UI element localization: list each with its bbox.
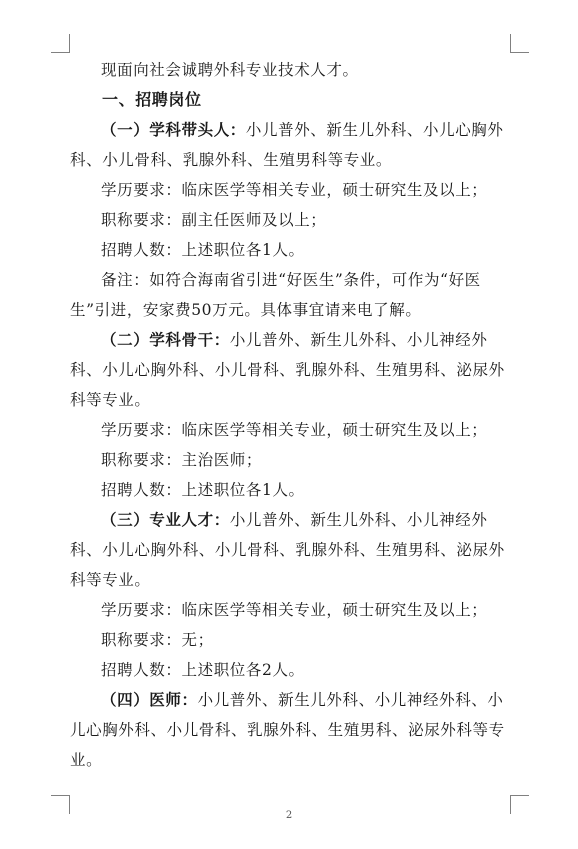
post-1-paragraph (70, 115, 510, 175)
post-3-title: （三）专业人才： (101, 510, 230, 529)
document-body (70, 55, 510, 775)
post-3-count: 招聘人数：上述职位各2人。 (101, 661, 305, 679)
post-2-education: 学历要求：临床医学等相关专业，硕士研究生及以上； (101, 421, 488, 439)
post-1-title: （一）学科带头人： (101, 120, 246, 139)
post-1-count: 招聘人数：上述职位各1人。 (101, 241, 305, 259)
section-heading: 一、招聘岗位 (102, 90, 202, 109)
post-4-specialties: 小儿普外、新生儿外科、小儿神经外科、小儿心胸外科、小儿骨科、乳腺外科、生殖男科、泌尿外科等专业。 (70, 691, 505, 769)
crop-mark-top-left (51, 34, 70, 53)
post-1-education: 学历要求：临床医学等相关专业，硕士研究生及以上； (101, 181, 488, 199)
post-2-specialties: 小儿普外、新生儿外科、小儿神经外科、小儿心胸外科、小儿骨科、乳腺外科、生殖男科、泌尿外科等专业。 (70, 331, 505, 409)
post-2-title: （二）学科骨干： (101, 330, 230, 349)
post-1-rank: 职称要求：副主任医师及以上； (101, 211, 327, 229)
post-4-paragraph (70, 685, 510, 775)
post-2-count: 招聘人数：上述职位各1人。 (101, 481, 305, 499)
post-2-paragraph (70, 325, 510, 415)
post-3-specialties: 小儿普外、新生儿外科、小儿神经外科、小儿心胸外科、小儿骨科、乳腺外科、生殖男科、泌尿外科等专业。 (70, 511, 505, 589)
post-1-specialties: 小儿普外、新生儿外科、小儿心胸外科、小儿骨科、乳腺外科、生殖男科等专业。 (70, 121, 504, 169)
crop-mark-top-right (510, 34, 529, 53)
page-number: 2 (285, 810, 293, 821)
post-2-rank: 职称要求：主治医师； (101, 451, 263, 469)
post-3-paragraph (70, 505, 510, 595)
post-3-education: 学历要求：临床医学等相关专业，硕士研究生及以上； (101, 601, 488, 619)
post-3-rank: 职称要求：无； (101, 631, 214, 649)
intro-paragraph: 现面向社会诚聘外科专业技术人才。 (101, 61, 359, 79)
post-1-note: 备注：如符合海南省引进“好医生”条件，可作为“好医生”引进，安家费50万元。具体事宜请来电了解。 (70, 271, 481, 319)
post-4-title: （四）医师： (101, 690, 198, 709)
